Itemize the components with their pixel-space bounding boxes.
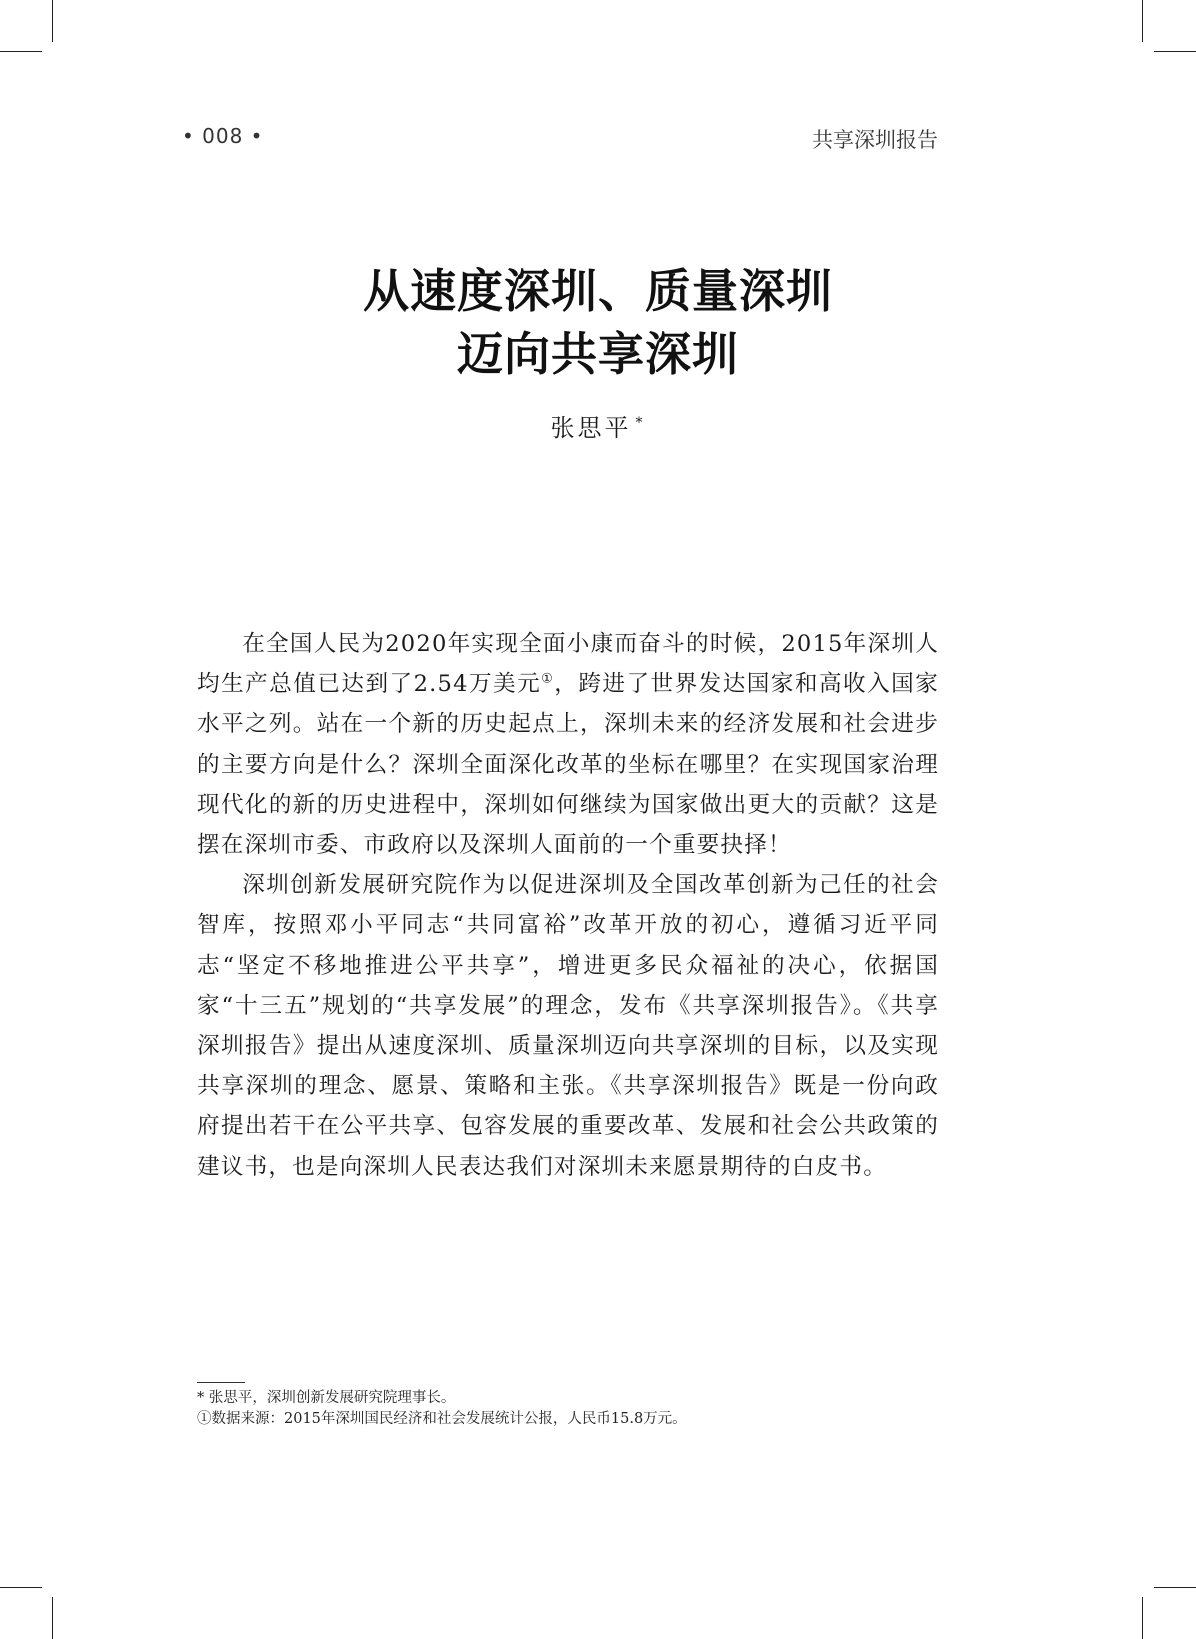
- article-body: [197, 624, 939, 1187]
- footnote-reference: ①: [541, 671, 555, 687]
- paragraph: 深圳创新发展研究院作为以促进深圳及全国改革创新为己任的社会智库，按照邓小平同志“共同富裕”改革开放的初心，遵循习近平同志“坚定不移地推进公平共享”，增进更多民众福祉的决心，依据国家“十三五”规划的“共享发展”的理念，发布《共享深圳报告》。《共享深圳报告》提出从速度深圳、质量深圳迈向共享深圳的目标，以及实现共享深圳的理念、愿景、策略和主张。《共享深圳报告》既是一份向政府提出若干在公平共享、包容发展的重要改革、发展和社会公共政策的建议书，也是向深圳人民表达我们对深圳未来愿景期待的白皮书。: [197, 872, 939, 1180]
- author-byline: [0, 408, 1196, 443]
- crop-mark: [0, 51, 42, 52]
- author-name: 张思平: [550, 414, 632, 442]
- page-number: • 008 •: [182, 124, 264, 148]
- article-title-line-2: 迈向共享深圳: [457, 327, 739, 381]
- paragraph-text: ，跨进了世界发达国家和高收入国家水平之列。站在一个新的历史起点上，深圳未来的经济发展和社会进步的主要方向是什么？深圳全面深化改革的坐标在哪里？在实现国家治理现代化的新的历史进程中，深圳如何继续为国家做出更大的贡献？这是摆在深圳市委、市政府以及深圳人面前的一个重要抉择！: [197, 671, 939, 859]
- footnotes: [197, 1388, 957, 1430]
- running-title: 共享深圳报告: [812, 128, 938, 152]
- crop-mark: [1142, 1597, 1143, 1639]
- crop-mark: [1154, 1587, 1196, 1588]
- paragraph: [197, 624, 939, 865]
- footnote-data-source: ①数据来源：2015年深圳国民经济和社会发展统计公报，人民币15.8万元。: [197, 1411, 687, 1427]
- crop-mark: [52, 0, 53, 42]
- crop-mark: [0, 1587, 42, 1588]
- footnote-divider: [197, 1382, 245, 1383]
- paragraph-text: 在全国人民为2020年实现全面小康而奋斗的时候，2015年深圳人均生产总值已达到了2.54万美元: [197, 631, 939, 698]
- crop-mark: [52, 1597, 53, 1639]
- article-title-line-1: 从速度深圳、质量深圳: [363, 264, 833, 318]
- crop-mark: [1142, 0, 1143, 42]
- author-footnote-mark: *: [635, 415, 646, 431]
- footnote-author: * 张思平，深圳创新发展研究院理事长。: [197, 1390, 456, 1406]
- crop-mark: [1154, 51, 1196, 52]
